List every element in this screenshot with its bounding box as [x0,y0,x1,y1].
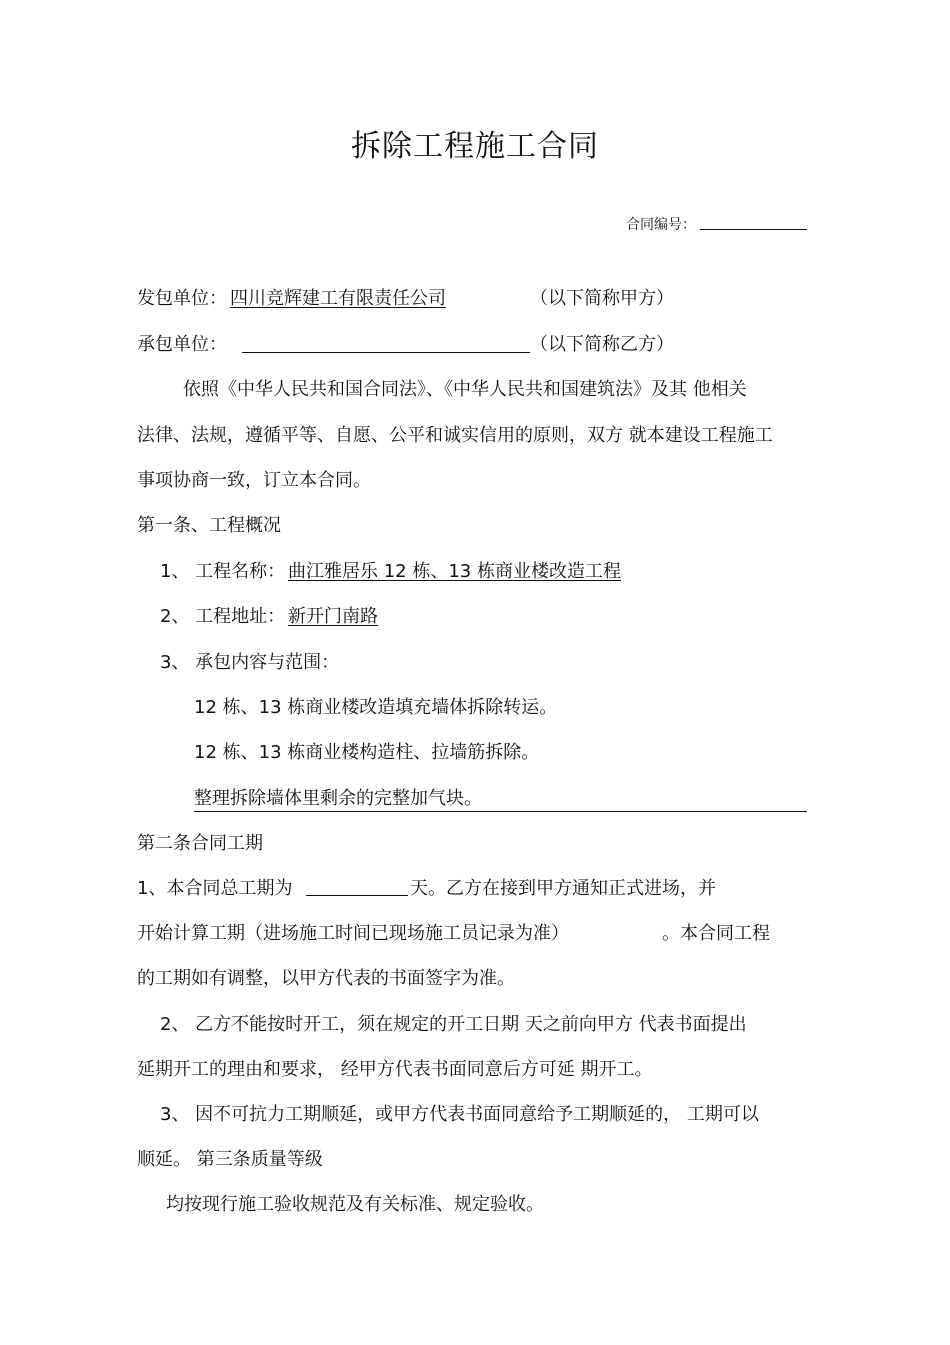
intro-line-2: 法律、法规，遵循平等、自愿、公平和诚实信用的原则，双方 就本建设工程施工 [137,425,773,446]
contract-number-label: 合同编号： [626,217,696,233]
article-1-heading: 第一条、工程概况 [137,515,281,536]
contractor-label: 承包单位： [137,334,227,355]
scope-item-3: 整理拆除墙体里剩余的完整加气块。 [194,788,482,809]
project-address-value: 新开门南路 [288,606,378,627]
scope-item-1: 12 栋、13 栋商业楼改造填充墙体拆除转运。 [194,697,558,718]
scope-label: 3、 承包内容与范围： [160,652,340,673]
contract-number-blank [700,229,807,230]
document-title: 拆除工程施工合同 [351,129,599,164]
delay-clause-line-2: 延期开工的理由和要求， 经甲方代表书面同意后方可延 期开工。 [137,1059,653,1080]
duration-text-e: 的工期如有调整，以甲方代表的书面签字为准。 [137,968,515,989]
contractor-name-blank [242,352,530,353]
employer-note: （以下简称甲方） [530,288,674,309]
intro-line-1: 依照《中华人民共和国合同法》、《中华人民共和国建筑法》及其 他相关 [183,379,747,400]
quality-standard-text: 均按现行施工验收规范及有关标准、规定验收。 [166,1194,544,1215]
scope-underline [194,811,807,812]
delay-clause-line-1: 2、 乙方不能按时开工，须在规定的开工日期 天之前向甲方 代表书面提出 [160,1014,747,1035]
intro-line-3: 事项协商一致，订立本合同。 [137,470,371,491]
duration-days-blank [306,895,408,896]
contractor-note: （以下简称乙方） [530,334,674,355]
duration-text-d: 。本合同工程 [662,923,770,944]
force-majeure-line-2: 顺延。 第三条质量等级 [137,1149,323,1170]
duration-text-a: 1、本合同总工期为 [137,878,293,899]
article-2-heading: 第二条合同工期 [137,833,263,854]
duration-text-b: 天。乙方在接到甲方通知正式进场，并 [410,878,716,899]
scope-item-2: 12 栋、13 栋商业楼构造柱、拉墙筋拆除。 [194,742,540,763]
employer-label: 发包单位： [137,288,227,309]
project-address-label: 2、 工程地址： [160,606,286,627]
employer-name: 四川竞辉建工有限责任公司 [230,288,446,309]
force-majeure-line-1: 3、 因不可抗力工期顺延，或甲方代表书面同意给予工期顺延的， 工期可以 [160,1104,759,1125]
project-name-value: 曲江雅居乐 12 栋、13 栋商业楼改造工程 [288,561,621,582]
duration-text-c: 开始计算工期（进场施工时间已现场施工员记录为准） [137,923,569,944]
project-name-label: 1、 工程名称： [160,561,286,582]
